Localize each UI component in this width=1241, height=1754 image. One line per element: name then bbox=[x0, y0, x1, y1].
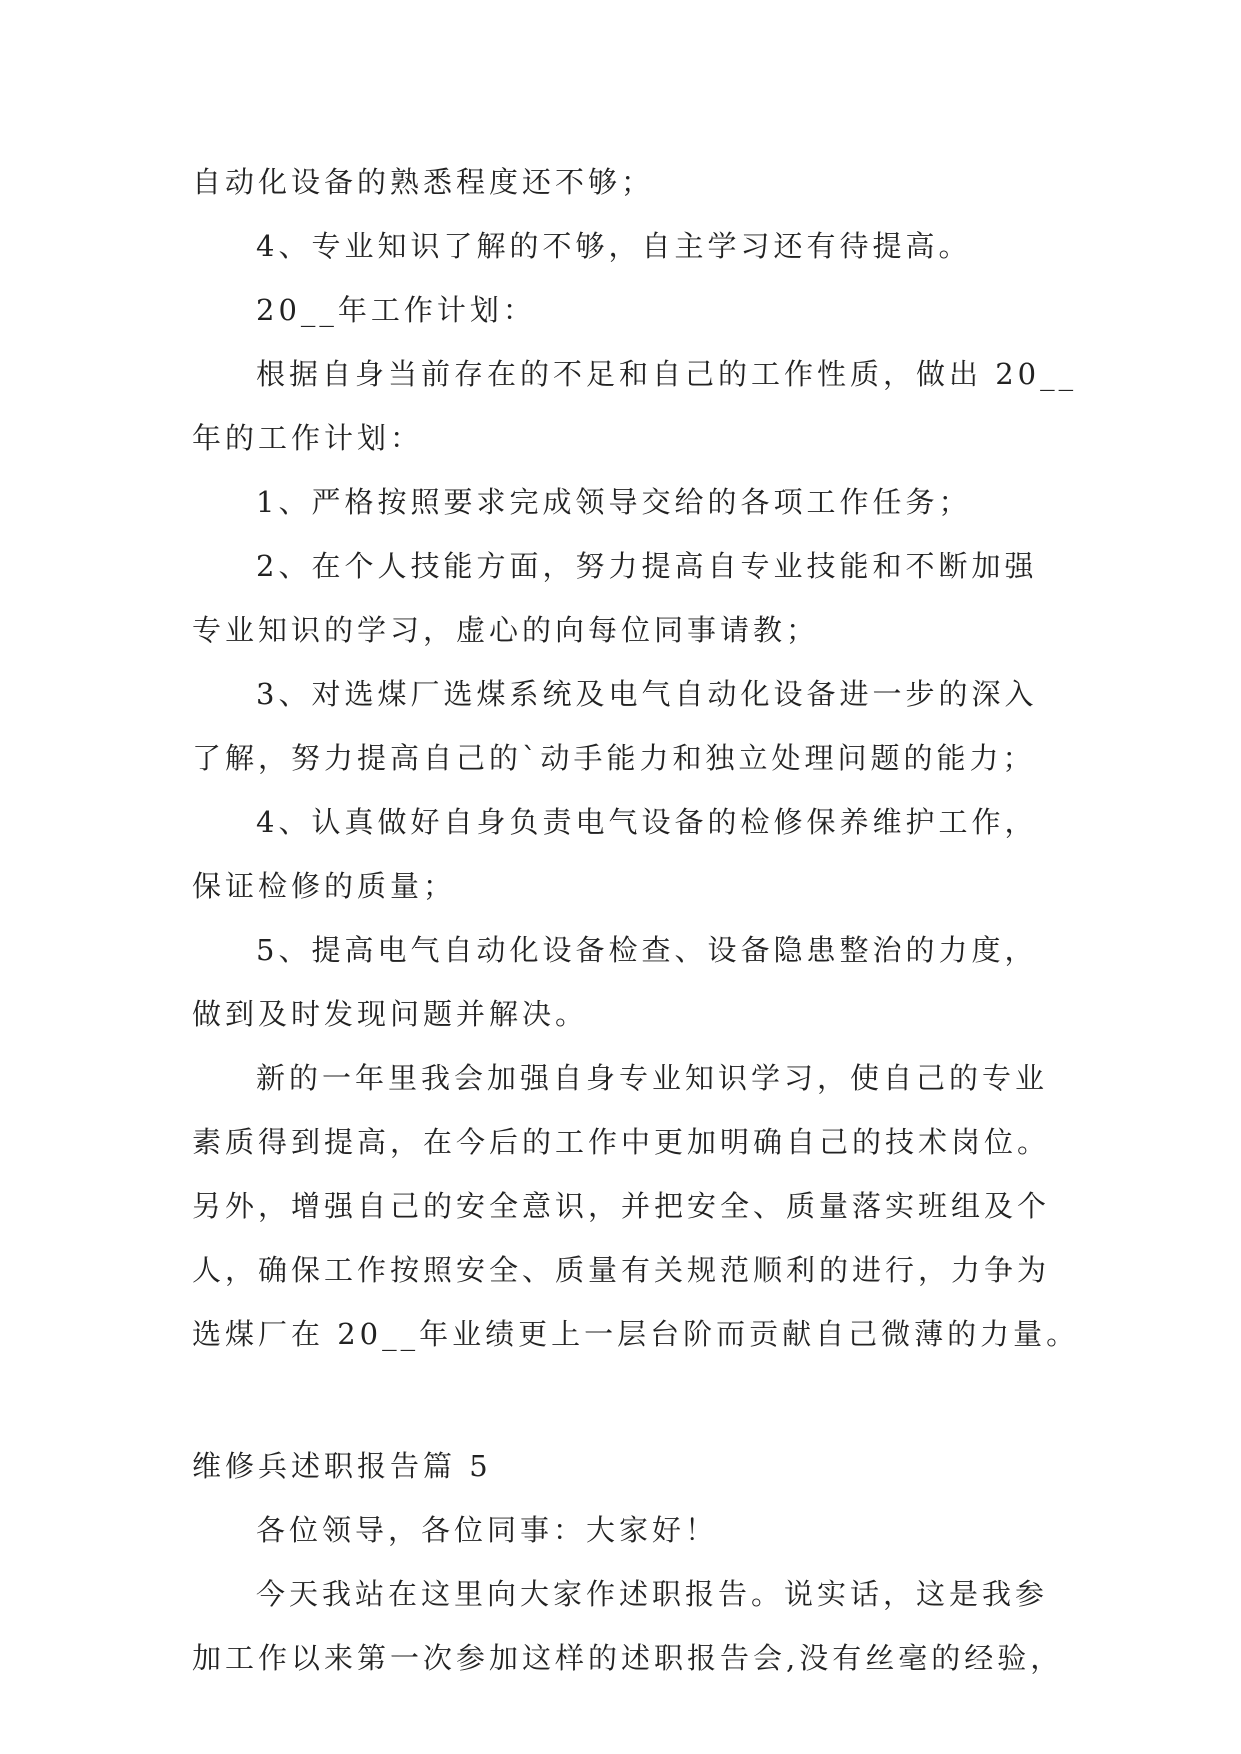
plan-heading: 20__年工作计划： bbox=[256, 293, 536, 327]
list-item: 2、在个人技能方面，努力提高自专业技能和不断加强 bbox=[256, 549, 1038, 583]
list-item: 1、严格按照要求完成领导交给的各项工作任务； bbox=[256, 485, 972, 519]
text-line: 了解，努力提高自己的`动手能力和独立处理问题的能力； bbox=[192, 741, 1036, 775]
text-line: 做到及时发现问题并解决。 bbox=[192, 997, 589, 1031]
text-line: 另外，增强自己的安全意识，并把安全、质量落实班组及个 bbox=[192, 1189, 1051, 1223]
section-title: 维修兵述职报告篇 5 bbox=[192, 1449, 492, 1483]
text-line: 专业知识的学习，虚心的向每位同事请教； bbox=[192, 613, 820, 647]
text-line: 年的工作计划： bbox=[192, 421, 424, 455]
list-item: 5、提高电气自动化设备检查、设备隐患整治的力度， bbox=[256, 933, 1038, 967]
text-line: 自动化设备的熟悉程度还不够； bbox=[192, 165, 655, 199]
text-line: 今天我站在这里向大家作述职报告。说实话，这是我参 bbox=[256, 1577, 1049, 1611]
text-line: 保证检修的质量； bbox=[192, 869, 457, 903]
document-page bbox=[192, 150, 1080, 1690]
list-item: 3、对选煤厂选煤系统及电气自动化设备进一步的深入 bbox=[256, 677, 1038, 711]
text-line: 加工作以来第一次参加这样的述职报告会,没有丝毫的经验， bbox=[192, 1641, 1064, 1675]
text-line: 素质得到提高，在今后的工作中更加明确自己的技术岗位。 bbox=[192, 1125, 1051, 1159]
text-line: 新的一年里我会加强自身专业知识学习，使自己的专业 bbox=[256, 1061, 1049, 1095]
text-line: 4、专业知识了解的不够，自主学习还有待提高。 bbox=[256, 229, 972, 263]
list-item: 4、认真做好自身负责电气设备的检修保养维护工作， bbox=[256, 805, 1038, 839]
text-line: 根据自身当前存在的不足和自己的工作性质，做出 20__ bbox=[256, 357, 1078, 391]
text-line: 人，确保工作按照安全、质量有关规范顺利的进行，力争为 bbox=[192, 1253, 1051, 1287]
section-gap bbox=[192, 1366, 1072, 1434]
greeting-line: 各位领导，各位同事：大家好！ bbox=[256, 1513, 719, 1547]
text-line: 选煤厂在 20__年业绩更上一层台阶而贡献自己微薄的力量。 bbox=[192, 1317, 1080, 1351]
